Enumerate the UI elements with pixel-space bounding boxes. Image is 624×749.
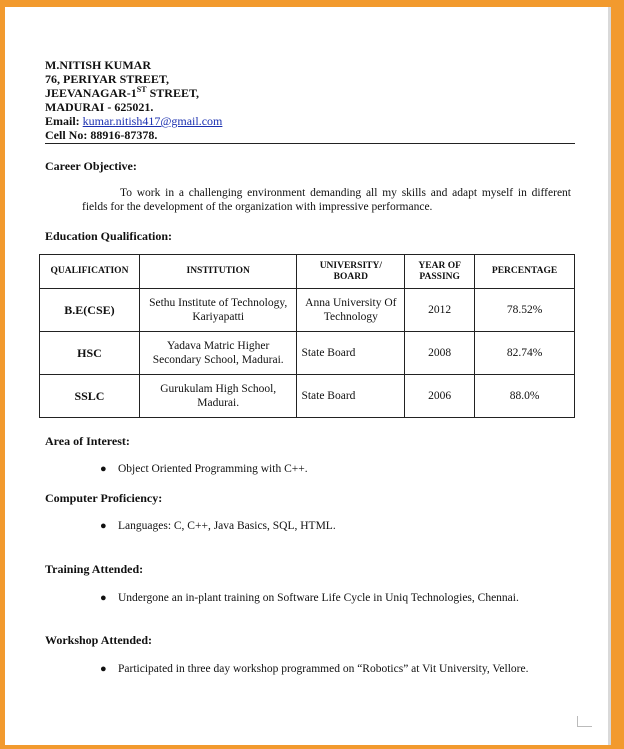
address-line-3: MADURAI - 625021. xyxy=(45,100,154,114)
list-item: ● Participated in three day workshop programmed on “Robotics” at Vit University, Vellore. xyxy=(100,663,529,675)
table-row xyxy=(40,289,575,332)
board-cell: State Board xyxy=(297,332,405,375)
board-cell: State Board xyxy=(297,375,405,418)
area-of-interest-heading: Area of Interest: xyxy=(45,434,130,448)
percentage-cell: 78.52% xyxy=(475,289,575,332)
institution-cell: Yadava Matric Higher Secondary School, Madurai. xyxy=(139,332,297,375)
year-cell: 2008 xyxy=(405,332,475,375)
year-cell: 2012 xyxy=(405,289,475,332)
email-line: Email: kumar.nitish417@gmail.com xyxy=(45,114,223,128)
header-divider xyxy=(45,143,575,144)
contact-header xyxy=(45,58,575,142)
address-line-2: JEEVANAGAR-1ST STREET, xyxy=(45,85,200,100)
list-item: ● Object Oriented Programming with C++. xyxy=(100,463,308,475)
career-objective-text: To work in a challenging environment demanding all my skills and adapt myself in different fields for the development of the organization with impressive performance. xyxy=(82,187,571,213)
email-link[interactable]: kumar.nitish417@gmail.com xyxy=(82,114,223,128)
col-header-board: UNIVERSITY/ BOARD xyxy=(297,255,405,289)
qualification-cell: B.E(CSE) xyxy=(40,289,140,332)
percentage-cell: 82.74% xyxy=(475,332,575,375)
qualification-cell: HSC xyxy=(40,332,140,375)
career-objective-heading: Career Objective: xyxy=(45,159,137,173)
bullet-icon: ● xyxy=(100,592,107,604)
institution-cell: Sethu Institute of Technology, Kariyapatti xyxy=(139,289,297,332)
year-cell: 2006 xyxy=(405,375,475,418)
cell-line: Cell No: 88916-87378. xyxy=(45,128,158,142)
table-header-row xyxy=(40,255,575,289)
address-line-1: 76, PERIYAR STREET, xyxy=(45,72,170,86)
bullet-icon: ● xyxy=(100,520,107,532)
bullet-icon: ● xyxy=(100,463,107,475)
board-cell: Anna University Of Technology xyxy=(297,289,405,332)
list-item: ● Languages: C, C++, Java Basics, SQL, HTML. xyxy=(100,520,336,532)
table-row xyxy=(40,375,575,418)
resume-page xyxy=(5,7,611,745)
list-item: ● Undergone an in-plant training on Software Life Cycle in Uniq Technologies, Chennai. xyxy=(100,592,519,604)
bullet-icon: ● xyxy=(100,663,107,675)
table-row xyxy=(40,332,575,375)
workshop-heading: Workshop Attended: xyxy=(45,633,153,647)
qualification-cell: SSLC xyxy=(40,375,140,418)
computer-proficiency-heading: Computer Proficiency: xyxy=(45,491,163,505)
col-header-percentage: PERCENTAGE xyxy=(475,255,575,289)
percentage-cell: 88.0% xyxy=(475,375,575,418)
education-heading: Education Qualification: xyxy=(45,229,173,243)
education-table xyxy=(39,254,575,418)
page-corner-icon xyxy=(577,716,592,727)
col-header-year: YEAR OF PASSING xyxy=(405,255,475,289)
training-heading: Training Attended: xyxy=(45,562,144,576)
candidate-name: M.NITISH KUMAR xyxy=(45,58,152,72)
institution-cell: Gurukulam High School, Madurai. xyxy=(139,375,297,418)
col-header-institution: INSTITUTION xyxy=(139,255,297,289)
col-header-qualification: QUALIFICATION xyxy=(40,255,140,289)
